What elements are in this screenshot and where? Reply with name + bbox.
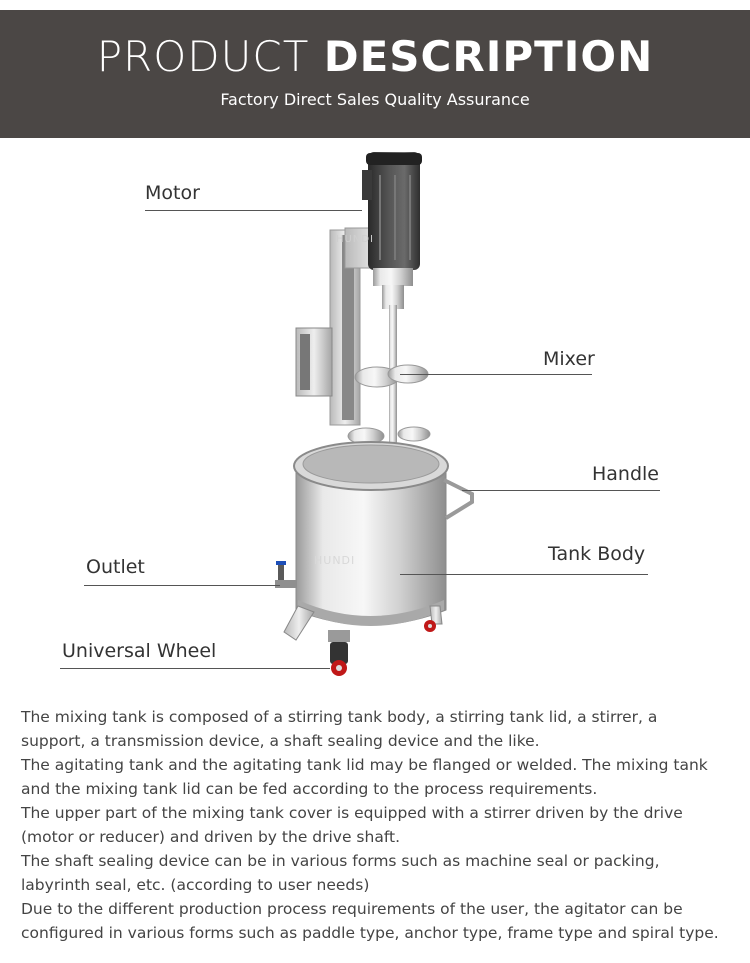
title-bold: DESCRIPTION (323, 32, 654, 81)
product-figure (0, 140, 750, 695)
description-paragraph: The agitating tank and the agitating tank lid may be flanged or welded. The mixing tank and the mixing tank lid can be fed according to the process requirements. (21, 756, 708, 798)
label-tank-body: Tank Body (548, 543, 646, 565)
watermark-1: HUNDI (336, 234, 374, 245)
label-universal-wheel: Universal Wheel (62, 640, 217, 662)
leader-tank-body (400, 574, 648, 575)
tank-body (296, 470, 446, 625)
page-subtitle: Factory Direct Sales Quality Assurance (220, 90, 530, 109)
leader-handle (462, 490, 660, 491)
leader-mixer (400, 374, 592, 375)
label-mixer: Mixer (543, 348, 595, 370)
page-title (0, 32, 750, 81)
label-handle: Handle (592, 463, 660, 485)
leader-outlet (84, 585, 280, 586)
label-motor: Motor (145, 182, 200, 204)
leader-motor (145, 210, 362, 211)
description-paragraph: Due to the different production process requirements of the user, the agitator can be configured in various forms such as paddle type, anchor type, frame type and spiral type. (21, 900, 719, 942)
description-paragraph: The mixing tank is composed of a stirring tank body, a stirring tank lid, a stirrer, a support, a transmission device, a shaft sealing device and the like. (21, 708, 658, 750)
header-banner (0, 10, 750, 138)
label-outlet: Outlet (86, 556, 145, 578)
description-paragraph: The upper part of the mixing tank cover is equipped with a stirrer driven by the drive (motor or reducer) and driven by the drive shaft. (21, 804, 683, 846)
watermark-2: HUNDI (314, 554, 356, 567)
title-light: PRODUCT (96, 32, 310, 81)
mixing-tank-illustration (0, 140, 750, 695)
description-paragraph: The shaft sealing device can be in various forms such as machine seal or packing, labyrinth seal, etc. (according to user needs) (21, 852, 660, 894)
handle (444, 480, 472, 518)
outlet (275, 580, 297, 588)
description (21, 705, 721, 945)
leader-universal-wheel (60, 668, 330, 669)
universal-wheel (328, 630, 350, 642)
